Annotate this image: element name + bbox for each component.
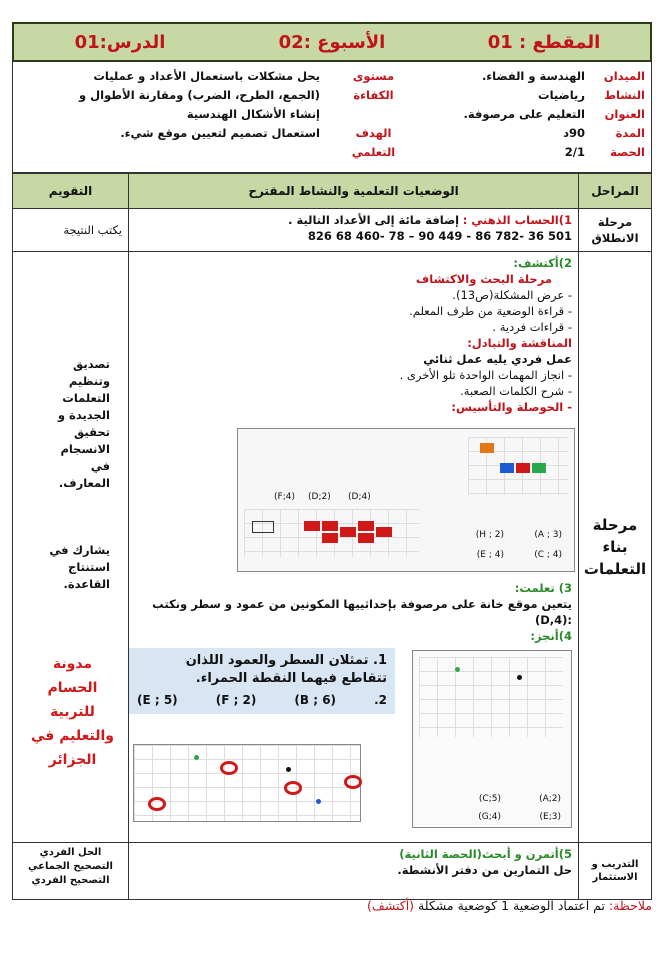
header-activities: الوضعيات التعلمية والنشاط المقترح bbox=[128, 174, 578, 208]
item-present-problem: - عرض المشكلة(ص13). bbox=[135, 287, 572, 303]
value-title: التعليم على مرصوفة. bbox=[463, 106, 585, 121]
learned-text: يتعين موقع خانة على مرصوفة بإحداثييها المكونين من عمود و سطر ونكتب bbox=[152, 597, 572, 611]
week-title: الأسبوع :02 bbox=[278, 31, 386, 53]
q2-coord-2: (F ; 2) bbox=[215, 693, 257, 707]
eval-build-2: يشارك في استنتاج القاعدة. bbox=[49, 543, 110, 591]
segment-title: المقطع : 01 bbox=[487, 31, 601, 53]
label-goal: الهدف bbox=[355, 125, 392, 140]
item-teacher-reading: - قراءة الوضعية من طرف المعلم. bbox=[135, 303, 572, 319]
note-label: ملاحظة: bbox=[608, 898, 652, 913]
build-activities-cell bbox=[128, 252, 578, 842]
header-stages: المراحل bbox=[578, 174, 651, 208]
mental-label: 1)الحساب الذهني : bbox=[462, 213, 572, 227]
q2-coord-1: (E ; 5) bbox=[137, 693, 178, 707]
label-competence: الكفاءة bbox=[353, 87, 394, 102]
coords-c2: (C;5) bbox=[478, 794, 501, 804]
mental-text: إضافة مائة إلى الأعداد التالية . bbox=[288, 213, 460, 227]
info-left-text bbox=[13, 62, 326, 172]
info-right-values bbox=[421, 62, 591, 172]
competence-line-2: (الجمع، الطرح، الضرب) ومقارنة الأطوال و bbox=[79, 87, 320, 102]
label-duration: المدة bbox=[615, 125, 645, 140]
label-session: الحصة bbox=[610, 144, 645, 159]
coords-a3: (C ; 4) bbox=[534, 550, 562, 560]
learned-block bbox=[135, 580, 572, 644]
practice-text: حل التمارين من دفتر الأنشطة. bbox=[397, 863, 572, 877]
coords-a2: (H ; 2) bbox=[475, 530, 504, 540]
q1-text: تمثلان السطر والعمود اللذان تتقاطع فيهما النقطة الحمراء. bbox=[185, 653, 387, 686]
apply-question-box bbox=[129, 648, 395, 714]
item-words: - شرح الكلمات الصعبة. bbox=[135, 383, 572, 399]
item-individual-reading: - قراءات فردية . bbox=[135, 319, 572, 335]
mental-numbers: 826 68 460- 78 – 90 449 - 86 782- 36 501 bbox=[307, 229, 572, 243]
stage-practice: التدريب و الاستثمار bbox=[578, 843, 651, 899]
q1-number: 1. bbox=[373, 653, 387, 668]
label-activity: النشاط bbox=[604, 87, 645, 102]
research-heading: مرحلة البحث والاكتشاف bbox=[415, 272, 552, 286]
q2-number: .2 bbox=[374, 693, 387, 707]
discussion-heading: المناقشة والتبادل: bbox=[467, 336, 572, 350]
coords-a4: (E ; 4) bbox=[476, 550, 504, 560]
info-right-labels bbox=[591, 62, 651, 172]
coords-c1: (A;2) bbox=[539, 794, 561, 804]
learned-coord: (D,4): bbox=[534, 613, 572, 627]
label-level: مستوى bbox=[352, 68, 395, 83]
coords-b2: (D;2) bbox=[308, 492, 331, 502]
apply-image-right bbox=[412, 650, 572, 828]
value-domain: الهندسة و الفضاء. bbox=[481, 68, 585, 83]
mental-calc-cell bbox=[128, 209, 578, 251]
q2-coord-3: (B ; 6) bbox=[294, 693, 337, 707]
lesson-sheet bbox=[12, 22, 652, 913]
practice-cell bbox=[128, 843, 578, 899]
eval-start: يكتب النتيجة bbox=[63, 223, 122, 237]
stage-start: مرحلة الانطلاق bbox=[578, 209, 651, 251]
synthesis-heading: - الحوصلة والتأسيس: bbox=[451, 400, 572, 414]
coords-a1: (A ; 3) bbox=[534, 530, 562, 540]
practice-heading: 5)أتمرن و أبحث(الحصة الثانية) bbox=[399, 847, 572, 861]
note-text: تم اعتماد الوضعية 1 كوضعية مشكلة bbox=[418, 898, 605, 913]
label-learning: التعلمي bbox=[351, 144, 396, 159]
footer-note bbox=[367, 898, 652, 913]
eval-build-1: تصديق وتنظيم التعلمات الجديدة و تحقيق الانسجام في المعارف. bbox=[57, 357, 110, 490]
discover-heading: 2)أكتشف: bbox=[513, 256, 572, 270]
table-row-start bbox=[13, 208, 651, 251]
label-title: العنوان bbox=[604, 106, 645, 121]
eval-practice: الحل الفردي التصحيح الجماعي التصحيح الفردي bbox=[28, 847, 113, 886]
title-bar bbox=[12, 22, 652, 62]
header-evaluation: التقويم bbox=[48, 184, 93, 198]
stage-build: مرحلة بناء التعلمات bbox=[578, 252, 651, 842]
item-tasks: - انجاز المهمات الواحدة تلو الأخرى . bbox=[135, 367, 572, 383]
work-mode: عمل فردي يليه عمل ثنائي bbox=[423, 352, 572, 366]
coords-c3: (E;3) bbox=[539, 812, 561, 822]
table-header bbox=[13, 173, 651, 208]
label-domain: الميدان bbox=[603, 68, 645, 83]
value-activity: رياضيات bbox=[538, 87, 585, 102]
apply-heading: 4)أنجز: bbox=[530, 629, 572, 643]
competence-line-1: يحل مشكلات باستعمال الأعداد و عمليات bbox=[93, 68, 320, 83]
value-duration: 90د bbox=[563, 125, 585, 140]
goal-line: استعمال تصميم لتعيين موقع شيء. bbox=[120, 125, 320, 140]
coords-b3: (F;4) bbox=[274, 492, 295, 502]
lesson-title: الدرس:01 bbox=[74, 31, 166, 53]
build-evaluation-cell bbox=[13, 252, 128, 842]
value-session: 2/1 bbox=[564, 144, 585, 159]
table-row-build bbox=[13, 251, 651, 842]
learned-heading: 3) تعلمت: bbox=[514, 581, 572, 595]
info-mid-labels bbox=[326, 62, 421, 172]
info-block bbox=[12, 62, 652, 173]
textbook-image bbox=[237, 428, 575, 572]
coords-b1: (D;4) bbox=[348, 492, 371, 502]
table-row-practice bbox=[13, 842, 651, 899]
competence-line-3: إنشاء الأشكال الهندسية bbox=[186, 106, 320, 121]
main-table bbox=[12, 173, 652, 900]
apply-image-left bbox=[133, 744, 361, 822]
note-highlight: (أكتشف) bbox=[367, 898, 415, 913]
blog-watermark: مدونة الحسام للتربية والتعليم في الجزائر bbox=[31, 656, 114, 768]
coords-c4: (G;4) bbox=[478, 812, 501, 822]
